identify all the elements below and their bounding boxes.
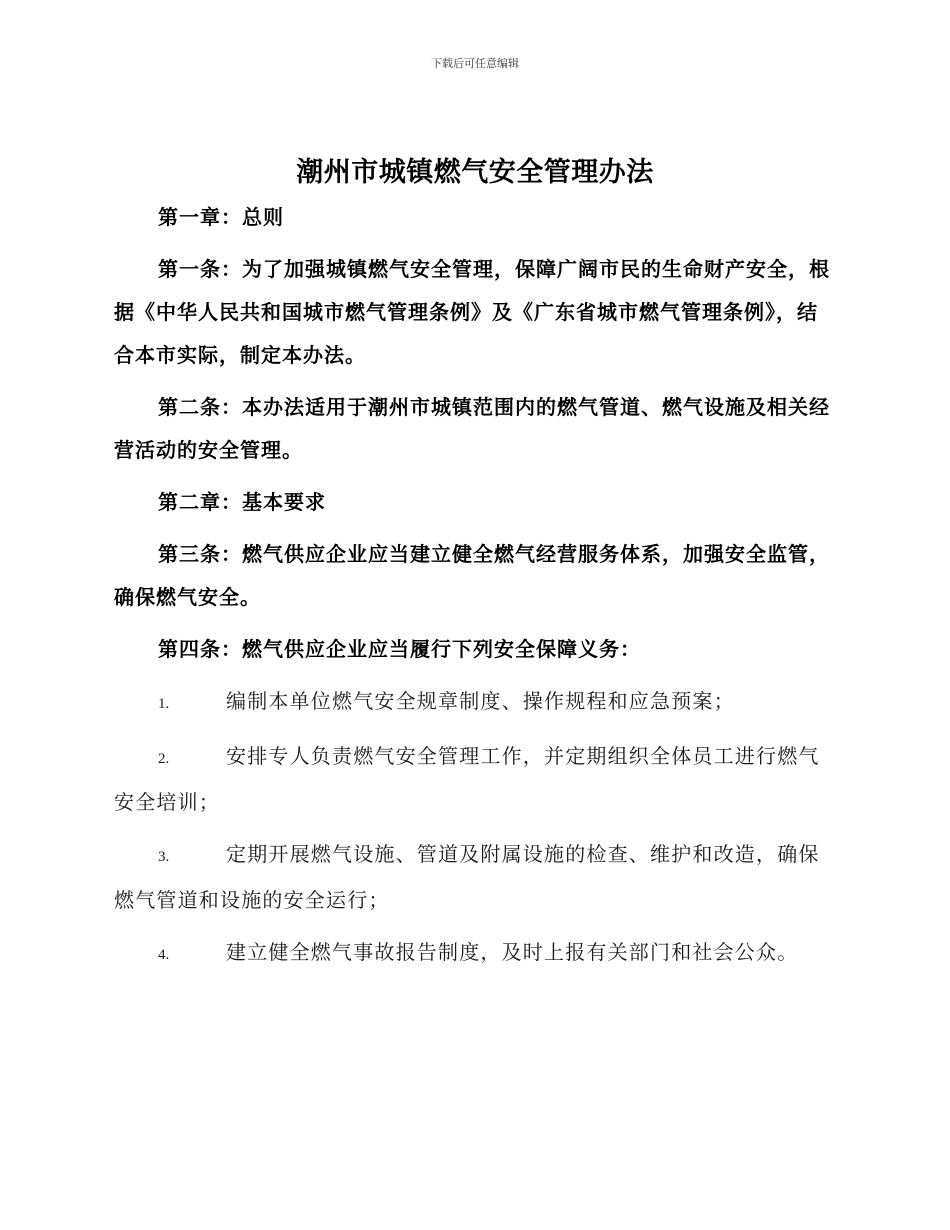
article-2: 第二条：本办法适用于潮州市城镇范围内的燃气管道、燃气设施及相关经营活动的安全管理。: [114, 395, 830, 462]
list-item: [114, 680, 836, 726]
chapter-1-heading: 第一章：总则: [158, 205, 284, 229]
list-item-number: 1.: [158, 696, 170, 712]
list-item-number: 4.: [158, 947, 170, 963]
article-4: 第四条：燃气供应企业应当履行下列安全保障义务：: [158, 637, 641, 661]
list-item: [114, 833, 836, 922]
list-item: [114, 735, 836, 824]
header-note: 下载后可任意编辑: [431, 57, 519, 70]
document-title: 潮州市城镇燃气安全管理办法: [296, 157, 654, 188]
list-item-text: 安排专人负责燃气安全管理工作，并定期组织全体员工进行燃气安全培训；: [114, 744, 820, 814]
chapter-2-heading: 第二章：基本要求: [158, 490, 326, 514]
list-item-number: 2.: [158, 751, 170, 767]
list-item: [114, 931, 836, 977]
article-1: 第一条：为了加强城镇燃气安全管理，保障广阔市民的生命财产安全，根据《中华人民共和国城市燃气管理条例》及《广东省城市燃气管理条例》，结合本市实际，制定本办法。: [114, 257, 830, 367]
article-3: 第三条：燃气供应企业应当建立健全燃气经营服务体系，加强安全监管，确保燃气安全。: [114, 542, 830, 609]
list-item-text: 建立健全燃气事故报告制度，及时上报有关部门和社会公众。: [226, 940, 799, 964]
document-body: [114, 196, 836, 986]
list-item-number: 3.: [158, 849, 170, 865]
list-item-text: 定期开展燃气设施、管道及附属设施的检查、维护和改造，确保燃气管道和设施的安全运行；: [114, 842, 820, 912]
list-item-text: 编制本单位燃气安全规章制度、操作规程和应急预案；: [226, 689, 735, 713]
